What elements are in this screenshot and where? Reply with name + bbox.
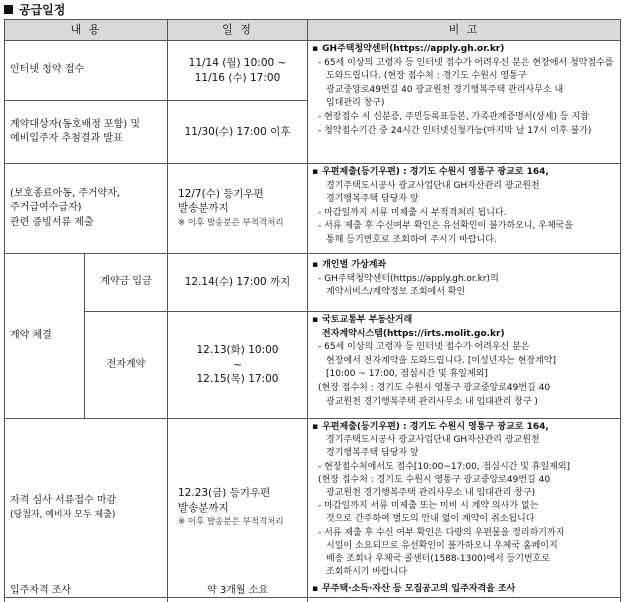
lottery-result-label: 계약대상자(동호배정 포함) 및 예비입주자 추첨결과 발표 bbox=[5, 101, 168, 164]
apply-center-link-text[interactable]: - GH주택청약센터(https://apply.gh.or.kr)의 bbox=[318, 273, 499, 284]
deposit-remarks: ▪ 개인별 가상계좌 - GH주택청약센터(https://apply.gh.or.kr)의 계약서비스/계약정보 조회에서 확인 bbox=[308, 254, 621, 312]
deposit-label: 계약금 입금 bbox=[85, 254, 168, 312]
internet-application-remarks: ▪ GH주택청약센터(https://apply.gh.or.kr) - 65세 이상의 고령자 등 인터넷 접수가 어려우신 분은 현장에서 청약접수를 도와드립니다. (현장 접수처 : 경기도 수원시 영통구 광교중앙로49번길 40 광교원천 경기행복주택 관리사무소 내 임대관리 창구) - 현장접수 시 신분증, 주민등록표등본, 가족관계증명서(상세) 등 지참 - 청약접수기간 중 24시간 인터넷신청가능(마지막 날 17시 이후 불가) bbox=[308, 41, 621, 164]
section-title: 공급일정 bbox=[4, 1, 65, 19]
e-contract-remarks: ▪ 국토교통부 부동산거래 전자계약시스템(https://irts.molit.go.kr) - 65세 이상의 고령자 등 인터넷 접수가 어려우신 분은 현장에서 전자계약을 도와드립니다. [미성년자는 현장계약] [10:00 ~ 17:00, 점심시간 및 휴일제외] (현장 접수처 : 경기도 수원시 영통구 광교중앙로49번길 40 광교원천 경기행복주택 관리사무소 내 임대관리 창구 ) bbox=[308, 312, 621, 419]
e-contract-schedule: 12.13(화) 10:00 ~ 12.15(목) 17:00 bbox=[168, 312, 308, 419]
schedule-table bbox=[4, 19, 621, 598]
supporting-docs-schedule: 12/7(수) 등기우편 발송분까지 ※ 이후 발송분은 부적격처리 bbox=[168, 164, 308, 254]
qualification-docs-schedule: 12.23(금) 등기우편 발송분까지 ※ 이후 발송분은 부적격처리 bbox=[168, 419, 308, 598]
qualification-docs-remarks: ▪ 우편제출(등기우편) : 경기도 수원시 영통구 광교로 164, 경기주택도시공사 광교사업단내 GH자산관리 광교원천 경기행복주택 담당자 앞 - 현장접수처에서도 접수[10:00~17:00, 점심시간 및 휴일제외] (현장 접수처 : 경기도 수원시 영통구 광교중앙로49번길 40 광교원천 경기행복주택 관리사무소 내 임대관리 창구) - 마감일까지 서류 미제출 또는 미비 시 계약 의사가 없는 것으로 간주하여 별도의 안내 없이 계약이 취소됩니다 - 서류 제출 후 수신 여부 확인은 다량의 우편물을 정리하기까지 시일이 소요되므로 유선확인이 불가하오니 우체국 홈페이지 배송 조회나 우체국 콜센터(1588-1300)에서 등기번호로 조회하시기 바랍니다 bbox=[308, 419, 621, 598]
internet-application-schedule: 11/14 (월) 10:00 ~ 11/16 (수) 17:00 bbox=[168, 41, 308, 101]
move-in-label: 입주자격 조사 bbox=[5, 581, 168, 602]
square-bullet-icon bbox=[4, 5, 13, 14]
header-schedule: 일 정 bbox=[168, 20, 308, 41]
deposit-schedule: 12.14(수) 17:00 까지 bbox=[168, 254, 308, 312]
e-contract-label: 전자계약 bbox=[85, 312, 168, 419]
internet-application-label: 인터넷 청약 접수 bbox=[5, 41, 168, 101]
move-in-schedule: 약 3개월 소요 bbox=[168, 581, 308, 602]
move-in-row bbox=[4, 581, 621, 602]
supporting-docs-label: (보호종료아동, 주거약자, 주거급여수급자) 관련 증빙서류 제출 bbox=[5, 164, 168, 254]
header-remarks: 비 고 bbox=[308, 20, 621, 41]
qualification-docs-label: 자격 심사 서류접수 마감 (당첨자, 예비자 모두 제출) bbox=[5, 419, 168, 598]
e-contract-system-link-text[interactable]: 전자계약시스템(https://irts.molit.go.kr) bbox=[322, 328, 505, 339]
lottery-result-schedule: 11/30(수) 17:00 이후 bbox=[168, 101, 308, 164]
apply-center-link-text[interactable]: GH주택청약센터(https://apply.gh.or.kr) bbox=[322, 44, 505, 54]
header-content: 내 용 bbox=[5, 20, 168, 41]
move-in-remarks: ▪ 무주택·소득·자산 등 모집공고의 입주자격을 조사 bbox=[308, 581, 621, 602]
supporting-docs-remarks: ▪ 우편제출(등기우편) : 경기도 수원시 영통구 광교로 164, 경기주택도시공사 광교사업단내 GH자산관리 광교원천 경기행복주택 담당자 앞 - 마감일까지 서류 미제출 시 부적격처리 됩니다. - 서류 제출 후 수신여부 확인은 유선확인이 불가하오니, 우체국을 통해 등기번호로 조회하여 주시기 바랍니다. bbox=[308, 164, 621, 254]
contract-label: 계약 체결 bbox=[5, 254, 85, 419]
